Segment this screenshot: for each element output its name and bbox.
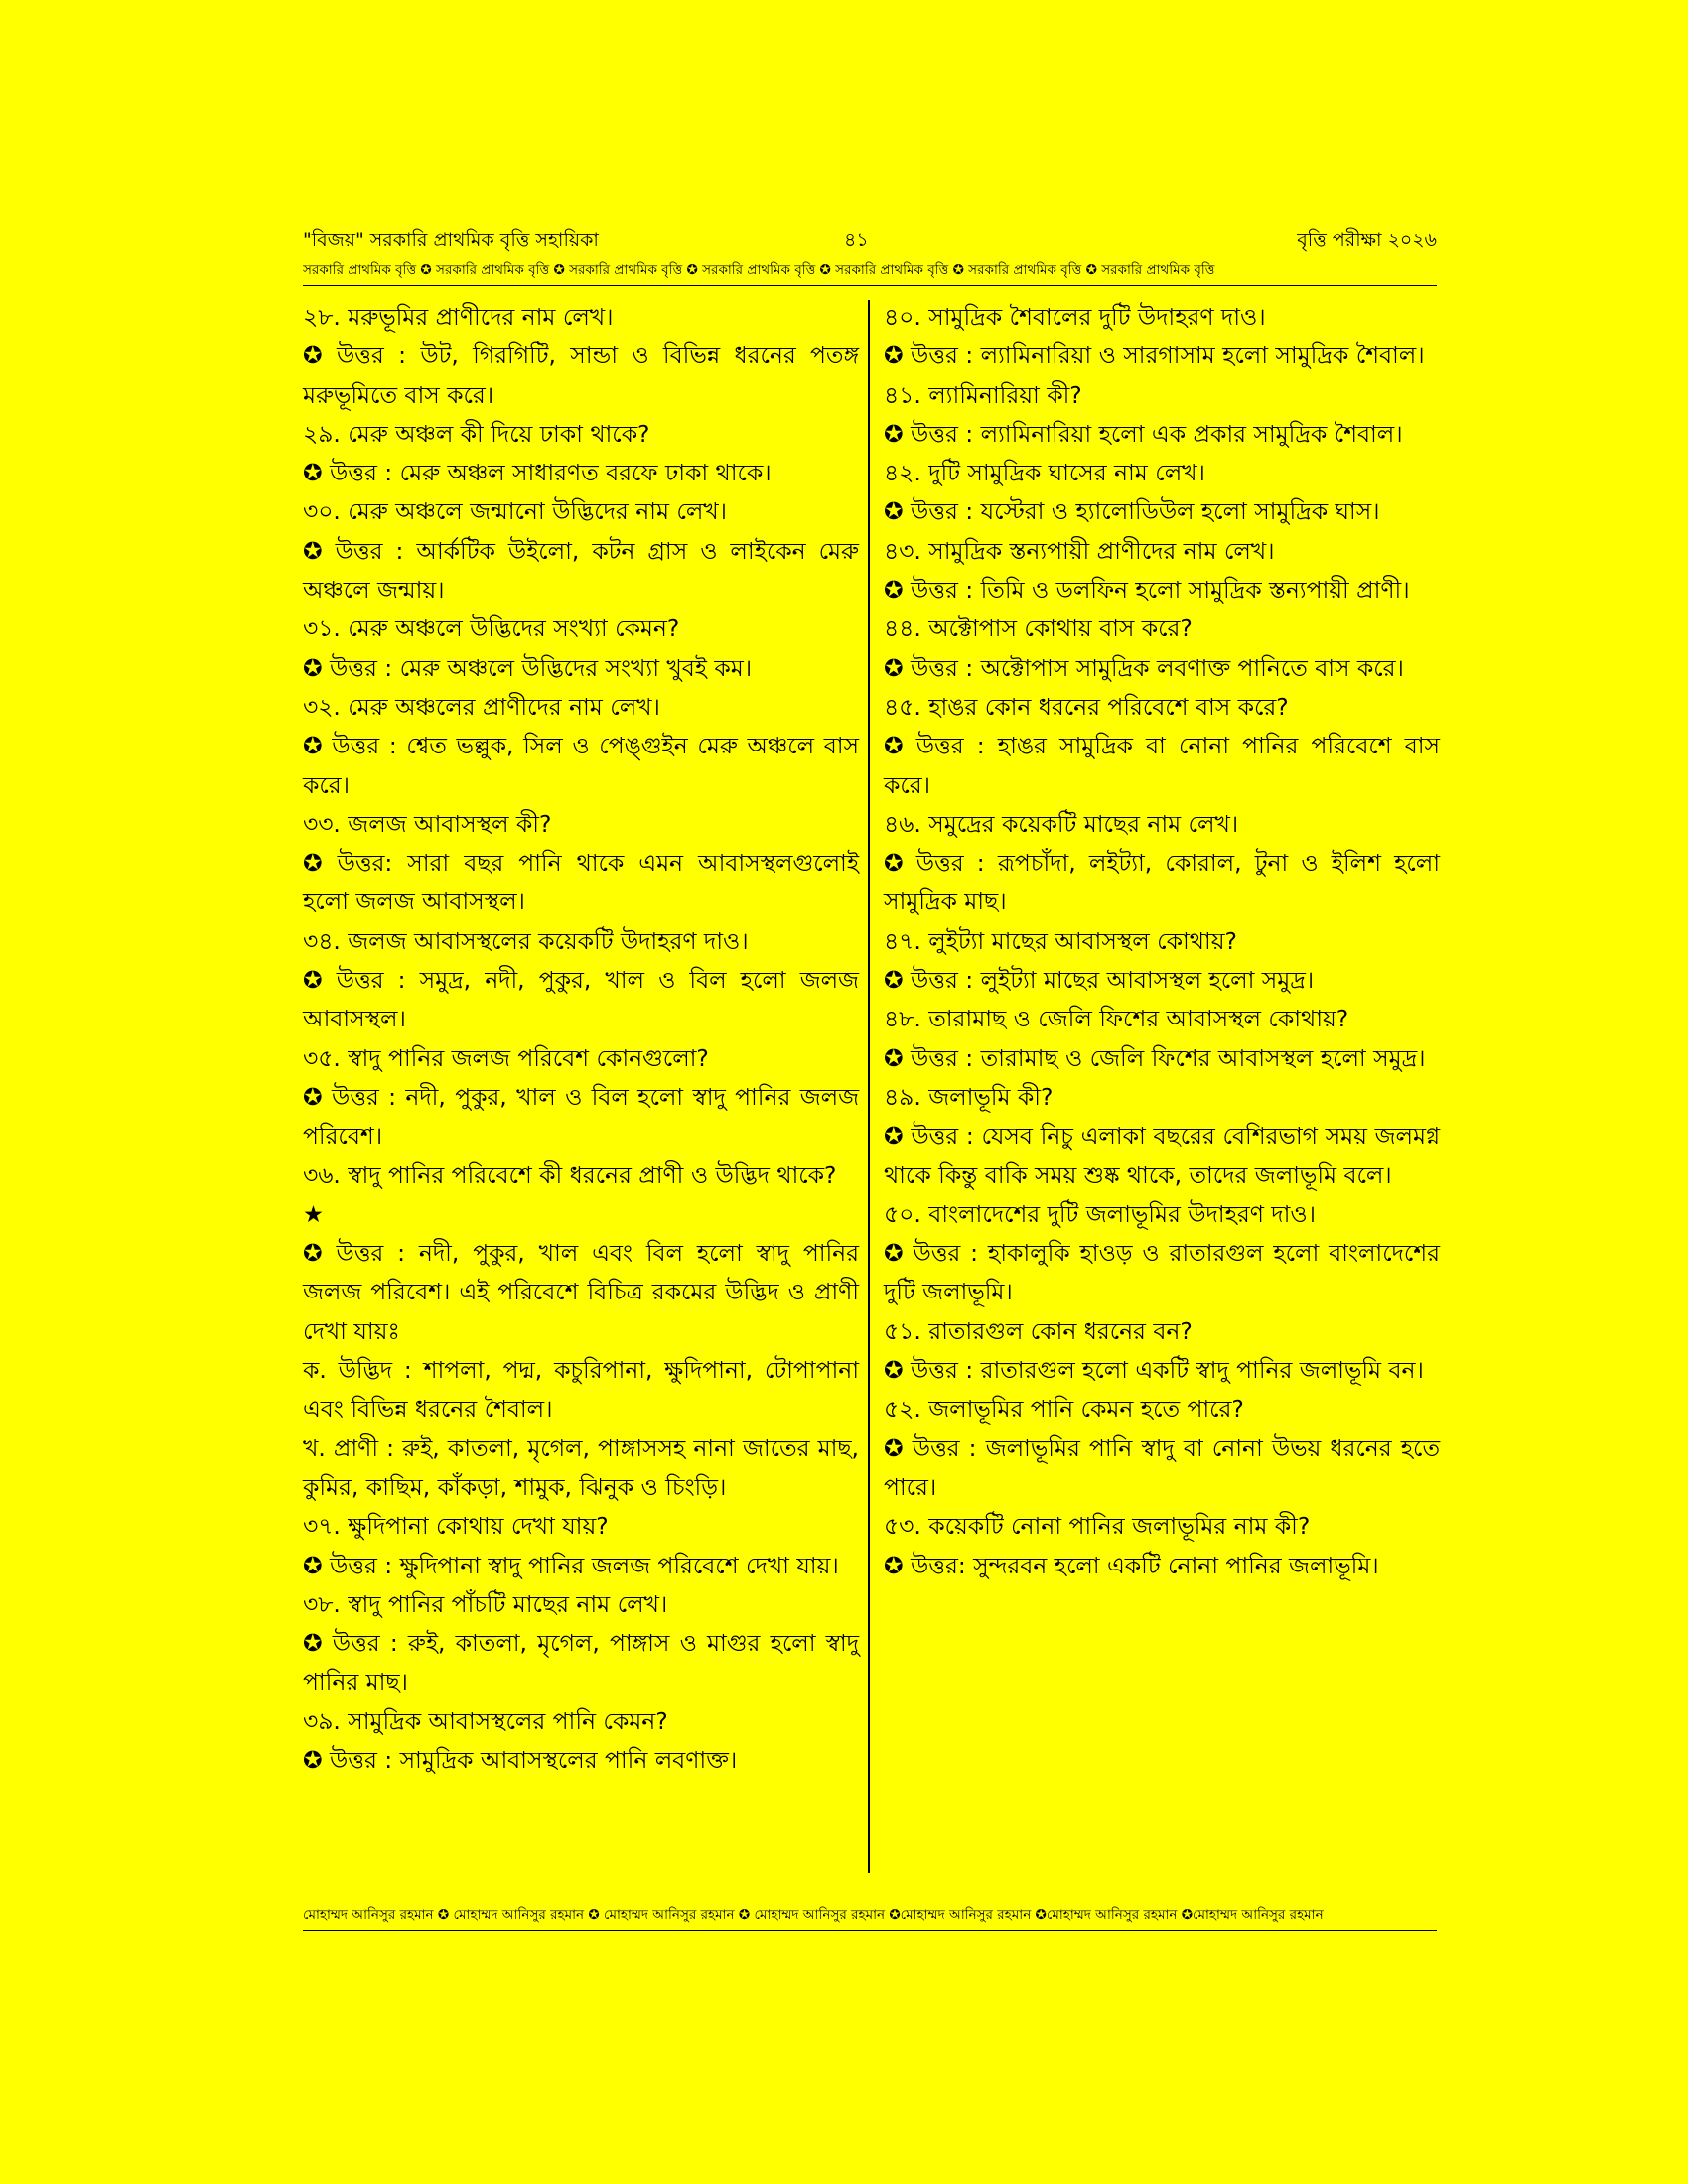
answer: ✪ উত্তর : সমুদ্র, নদী, পুকুর, খাল ও বিল হলো জলজ আবাসস্থল।	[303, 966, 859, 1033]
question: ৫০. বাংলাদেশের দুটি জলাভূমির উদাহরণ দাও।	[884, 1199, 1316, 1228]
answer: ✪ উত্তর : নদী, পুকুর, খাল ও বিল হলো স্বাদু পানির জলজ পরিবেশ।	[303, 1082, 859, 1151]
answer: ✪ উত্তর : ক্ষুদিপানা স্বাদু পানির জলজ পরিবেশে দেখা যায়।	[303, 1551, 839, 1579]
question: ৪৯. জলাভূমি কী?	[884, 1082, 1054, 1111]
question: ৩৩. জলজ আবাসস্থল কী?	[303, 809, 552, 838]
question: ৩০. মেরু অঞ্চলে জন্মানো উদ্ভিদের নাম লেখ।	[303, 497, 728, 526]
book-title: "বিজয়" সরকারি প্রাথমিক বৃত্তি সহায়িকা	[303, 229, 599, 251]
answer: ✪ উত্তর: সারা বছর পানি থাকে এমন আবাসস্থলগুলোই হলো জলজ আবাসস্থল।	[303, 849, 859, 916]
answer: ✪ উত্তর : উট, গিরগিটি, সান্ডা ও বিভিন্ন ধরনের পতঙ্গ মরুভূমিতে বাস করে।	[303, 341, 859, 409]
answer: খ. প্রাণী : রুই, কাতলা, মৃগেল, পাঙ্গাসসহ নানা জাতের মাছ, কুমির, কাছিম, কাঁকড়া, শামুক, ঝিনুক ও চিংড়ি।	[303, 1433, 859, 1501]
question: ২৮. মরুভূমির প্রাণীদের নাম লেখ।	[303, 303, 614, 331]
exam-title: বৃত্তি পরীক্ষা ২০২৬	[1297, 229, 1437, 251]
answer: ✪ উত্তর : যস্টেরা ও হ্যালোডিউল হলো সামুদ্রিক ঘাস।	[884, 497, 1380, 526]
answer: ক. উদ্ভিদ : শাপলা, পদ্ম, কচুরিপানা, ক্ষুদিপানা, টোপাপানা এবং বিভিন্ন ধরনের শৈবাল।	[303, 1356, 859, 1424]
question: ৫৩. কয়েকটি নোনা পানির জলাভূমির নাম কী?	[884, 1512, 1311, 1541]
question: ৪০. সামুদ্রিক শৈবালের দুটি উদাহরণ দাও।	[884, 303, 1266, 331]
question: ৪১. ল্যামিনারিয়া কী?	[884, 380, 1082, 409]
header-strip: সরকারি প্রাথমিক বৃত্তি ✪ সরকারি প্রাথমিক বৃত্তি ✪ সরকারি প্রাথমিক বৃত্তি ✪ সরকারি প্রাথমিক বৃত্তি ✪ সরকারি প্রাথমিক বৃত্তি ✪ সরকারি প্রাথমিক বৃত্তি ✪ সরকারি প্রাথমিক বৃত্তি	[303, 259, 1437, 286]
question: ৪৭. লুইট্যা মাছের আবাসস্থল কোথায়?	[884, 926, 1237, 955]
answer: ✪ উত্তর: সুন্দরবন হলো একটি নোনা পানির জলাভূমি।	[884, 1551, 1379, 1579]
answer: ✪ উত্তর : ল্যামিনারিয়া ও সারগাসাম হলো সামুদ্রিক শৈবাল।	[884, 341, 1425, 370]
answer: ✪ উত্তর : মেরু অঞ্চলে উদ্ভিদের সংখ্যা খুবই কম।	[303, 653, 753, 682]
answer: ✪ উত্তর : হাকালুকি হাওড় ও রাতারগুল হলো বাংলাদেশের দুটি জলাভূমি।	[884, 1239, 1440, 1306]
answer: ✪ উত্তর : জলাভূমির পানি স্বাদু বা নোনা উভয় ধরনের হতে পারে।	[884, 1433, 1440, 1501]
answer: ✪ উত্তর : আর্কটিক উইলো, কটন গ্রাস ও লাইকেন মেরু অঞ্চলে জন্মায়।	[303, 536, 859, 605]
question: ৩৯. সামুদ্রিক আবাসস্থলের পানি কেমন?	[303, 1706, 668, 1735]
question: ৩৪. জলজ আবাসস্থলের কয়েকটি উদাহরণ দাও।	[303, 926, 749, 955]
answer: ✪ উত্তর : রুই, কাতলা, মৃগেল, পাঙ্গাস ও মাগুর হলো স্বাদু পানির মাছ।	[303, 1629, 859, 1697]
answer: ✪ উত্তর : সামুদ্রিক আবাসস্থলের পানি লবণাক্ত।	[303, 1745, 738, 1774]
answer: ✪ উত্তর : লুইট্যা মাছের আবাসস্থল হলো সমুদ্র।	[884, 966, 1315, 995]
question: ৩২. মেরু অঞ্চলের প্রাণীদের নাম লেখ।	[303, 692, 660, 721]
question: ৩৭. ক্ষুদিপানা কোথায় দেখা যায়?	[303, 1512, 609, 1541]
answer: ✪ উত্তর : হাঙর সামুদ্রিক বা নোনা পানির পরিবেশে বাস করে।	[884, 732, 1440, 799]
question: ৪৮. তারামাছ ও জেলি ফিশের আবাসস্থল কোথায়?	[884, 1005, 1349, 1033]
answer: ✪ উত্তর : তারামাছ ও জেলি ফিশের আবাসস্থল হলো সমুদ্র।	[884, 1043, 1426, 1072]
left-column	[303, 298, 859, 1780]
question: ৩১. মেরু অঞ্চলে উদ্ভিদের সংখ্যা কেমন?	[303, 614, 680, 643]
question: ২৯. মেরু অঞ্চল কী দিয়ে ঢাকা থাকে?	[303, 419, 650, 448]
answer: ✪ উত্তর : অক্টোপাস সামুদ্রিক লবণাক্ত পানিতে বাস করে।	[884, 653, 1404, 682]
question: ৪৫. হাঙর কোন ধরনের পরিবেশে বাস করে?	[884, 692, 1289, 721]
question: ৩৬. স্বাদু পানির পরিবেশে কী ধরনের প্রাণী ও উদ্ভিদ থাকে? ★	[303, 1160, 837, 1228]
page-number: ৪১	[844, 229, 869, 251]
question: ৪২. দুটি সামুদ্রিক ঘাসের নাম লেখ।	[884, 459, 1205, 487]
column-divider	[868, 300, 870, 1873]
question: ৩৮. স্বাদু পানির পাঁচটি মাছের নাম লেখ।	[303, 1589, 668, 1618]
answer: ✪ উত্তর : মেরু অঞ্চল সাধারণত বরফে ঢাকা থাকে।	[303, 459, 772, 487]
question: ৫২. জলাভূমির পানি কেমন হতে পারে?	[884, 1395, 1244, 1424]
answer: ✪ উত্তর : নদী, পুকুর, খাল এবং বিল হলো স্বাদু পানির জলজ পরিবেশ। এই পরিবেশে বিচিত্র রকমের উদ্ভিদ ও প্রাণী দেখা যায়ঃ	[303, 1239, 859, 1345]
answer: ✪ উত্তর : শ্বেত ভল্লুক, সিল ও পেঙ্গুইন মেরু অঞ্চলে বাস করে।	[303, 732, 859, 799]
question: ৩৫. স্বাদু পানির জলজ পরিবেশ কোনগুলো?	[303, 1043, 709, 1072]
answer: ✪ উত্তর : রূপচাঁদা, লইট্যা, কোরাল, টুনা ও ইলিশ হলো সামুদ্রিক মাছ।	[884, 849, 1440, 916]
question: ৪৪. অক্টোপাস কোথায় বাস করে?	[884, 614, 1193, 643]
answer: ✪ উত্তর : যেসব নিচু এলাকা বছরের বেশিরভাগ সময় জলমগ্ন থাকে কিন্তু বাকি সময় শুষ্ক থাকে, তাদের জলাভূমি বলে।	[884, 1122, 1440, 1189]
answer: ✪ উত্তর : ল্যামিনারিয়া হলো এক প্রকার সামুদ্রিক শৈবাল।	[884, 419, 1403, 448]
question: ৫১. রাতারগুল কোন ধরনের বন?	[884, 1316, 1193, 1345]
question: ৪৬. সমুদ্রের কয়েকটি মাছের নাম লেখ।	[884, 809, 1239, 838]
answer: ✪ উত্তর : তিমি ও ডলফিন হলো সামুদ্রিক স্তন্যপায়ী প্রাণী।	[884, 576, 1410, 605]
question: ৪৩. সামুদ্রিক স্তন্যপায়ী প্রাণীদের নাম লেখ।	[884, 536, 1275, 565]
answer: ✪ উত্তর : রাতারগুল হলো একটি স্বাদু পানির জলাভূমি বন।	[884, 1356, 1424, 1385]
right-column	[884, 298, 1440, 1585]
page-header	[303, 226, 1437, 258]
footer-strip: মোহাম্মদ আনিসুর রহমান ✪ মোহাম্মদ আনিসুর রহমান ✪ মোহাম্মদ আনিসুর রহমান ✪ মোহাম্মদ আনিসুর রহমান ✪মোহাম্মদ আনিসুর রহমান ✪মোহাম্মদ আনিসুর রহমান ✪মোহাম্মদ আনিসুর রহমান	[303, 1904, 1437, 1931]
